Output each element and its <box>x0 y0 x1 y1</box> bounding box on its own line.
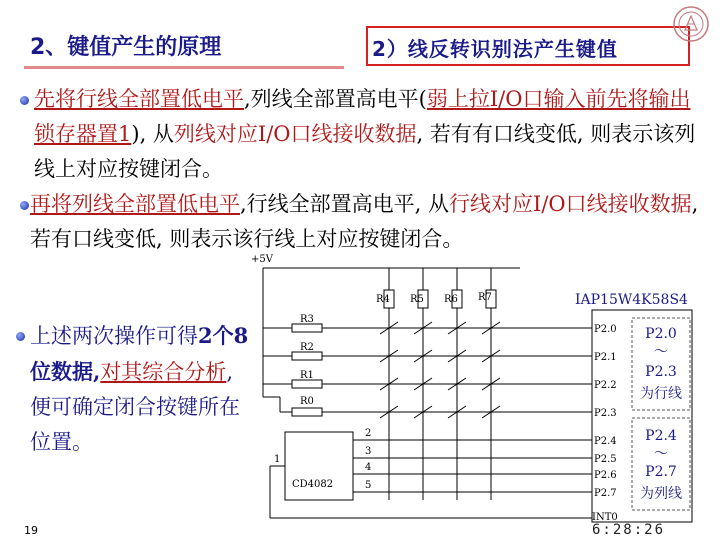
row-group-top: P2.0 <box>645 326 677 342</box>
pin-label-p24: P2.4 <box>594 436 617 447</box>
clock-display: 6:28:26 <box>592 522 666 538</box>
gate-input-label: 4 <box>365 462 372 473</box>
resistor-label-r4: R4 <box>376 294 390 305</box>
pin-label-int0: INT0 <box>592 512 618 523</box>
resistor-r1 <box>292 380 322 388</box>
text-span: ,列线全部置高电平( <box>244 87 427 111</box>
page-number: 19 <box>24 524 38 537</box>
supply-label: +5V <box>251 254 273 265</box>
text-span: ,行线全部置高电平, 从 <box>240 192 450 216</box>
text-span: 行线对应I/O口线接收数据 <box>449 192 692 216</box>
resistor-label-r3: R3 <box>300 314 314 325</box>
gate-input-label: 3 <box>365 446 372 457</box>
text-span: , 便可确定闭合按键所在位置。 <box>30 360 240 454</box>
text-span: 先将行线全部置低电平 <box>34 87 244 111</box>
text-span: , 若有口线变低, 则表示该行线上对应按键闭合。 <box>30 192 699 251</box>
text-span: 弱上拉I/O口输入前先将输出锁存器置1 <box>34 87 691 146</box>
slide-title: 2、键值产生的原理 <box>30 35 222 60</box>
gate-name-label: CD4082 <box>292 479 334 490</box>
resistor-label-r2: R2 <box>300 342 314 353</box>
col-group-bottom: P2.7 <box>645 464 677 480</box>
resistor-label-r1: R1 <box>300 370 314 381</box>
pin-label-p21: P2.1 <box>594 352 617 363</box>
resistor-r2 <box>292 352 322 360</box>
col-group-tilde: ～ <box>654 446 668 462</box>
text-span: 上述两次操作可得 <box>30 324 198 348</box>
gate-input-label: 5 <box>365 480 372 491</box>
text-span: 列线对应I/O口线接收数据 <box>173 122 417 146</box>
text-span: , 若有有口线变低, 则表示该列线上对应按键闭合。 <box>34 122 696 181</box>
pin-label-p23: P2.3 <box>594 408 617 419</box>
text-span: 再将列线全部置低电平 <box>30 192 240 216</box>
method-label: 2）线反转识别法产生键值 <box>372 37 618 61</box>
gate-output-label: 1 <box>274 454 281 465</box>
pin-label-p25: P2.5 <box>594 454 617 465</box>
text-span: 2个8位数据, <box>30 323 249 384</box>
pin-label-p22: P2.2 <box>594 380 617 391</box>
resistor-label-r6: R6 <box>444 294 458 305</box>
resistor-label-r0: R0 <box>300 396 314 407</box>
chip-name-label: IAP15W4K58S4 <box>575 292 688 308</box>
resistor-label-r7: R7 <box>478 292 492 303</box>
col-group-desc: 为列线 <box>640 486 682 502</box>
resistor-r0 <box>292 408 322 416</box>
pin-label-p20: P2.0 <box>594 324 617 335</box>
resistor-label-r5: R5 <box>410 294 424 305</box>
key-switch-matrix <box>380 322 500 418</box>
gate-input-label: 2 <box>365 428 372 439</box>
row-group-tilde: ～ <box>654 344 668 360</box>
resistor-r3 <box>292 324 322 332</box>
row-group-desc: 为行线 <box>640 386 682 402</box>
pin-label-p26: P2.6 <box>594 470 617 481</box>
pin-label-p27: P2.7 <box>594 488 617 499</box>
text-span: 对其综合分析 <box>100 360 227 384</box>
row-group-bottom: P2.3 <box>645 364 677 380</box>
col-group-top: P2.4 <box>645 428 677 444</box>
text-span: ), 从 <box>131 122 174 146</box>
